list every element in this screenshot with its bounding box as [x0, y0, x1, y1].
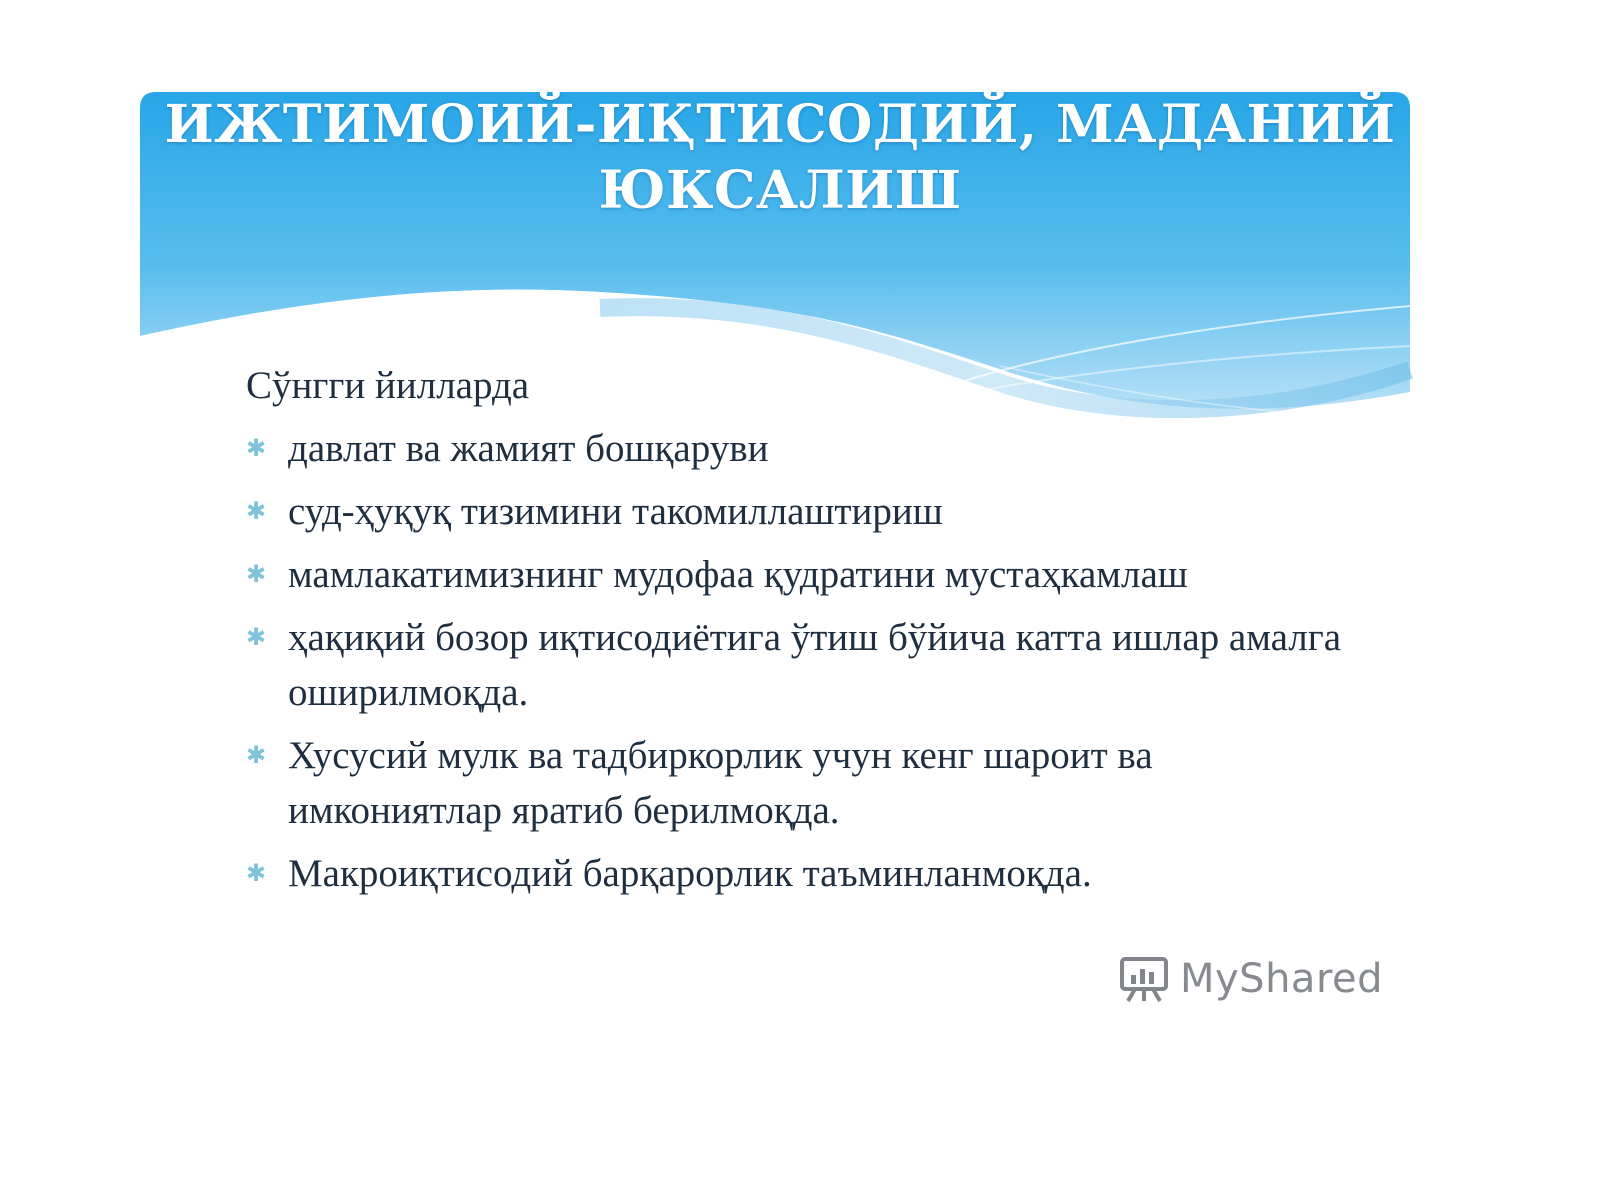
bullet-list	[246, 421, 1346, 901]
bullet-item	[246, 421, 1346, 476]
asterisk-bullet-icon: ✱	[246, 859, 267, 887]
bullet-text: мамлакатимизнинг мудофаа қудратини мустаҳкамлаш	[288, 553, 1188, 596]
asterisk-bullet-icon: ✱	[246, 560, 267, 588]
asterisk-bullet-icon: ✱	[246, 623, 267, 651]
asterisk-bullet-icon: ✱	[246, 497, 267, 525]
bullet-item	[246, 547, 1346, 602]
slide-title: ИЖТИМОИЙ-ИҚТИСОДИЙ, МАДАНИЙ ЮКСАЛИШ	[164, 94, 1396, 221]
bullet-text: суд-ҳуқуқ тизимини такомиллаштириш	[288, 490, 943, 533]
bullet-text: Хусусий мулк ва тадбиркорлик учун кенг шароит ва имкониятлар яратиб берилмоқда.	[288, 734, 1153, 832]
myshared-watermark	[1118, 955, 1383, 1003]
bullet-item	[246, 484, 1346, 539]
slide-content	[246, 358, 1346, 909]
watermark-text: MyShared	[1180, 956, 1384, 1002]
presentation-board-icon	[1118, 955, 1170, 1003]
bullet-text: ҳақиқий бозор иқтисодиётига ўтиш бўйича катта ишлар амалга оширилмоқда.	[288, 616, 1342, 714]
bullet-item	[246, 846, 1346, 901]
bullet-item	[246, 728, 1346, 838]
bullet-text: Макроиқтисодий барқарорлик таъминланмоқда.	[288, 852, 1092, 895]
bullet-text: давлат ва жамият бошқаруви	[288, 427, 769, 470]
intro-text: Сўнгги йилларда	[246, 364, 530, 407]
asterisk-bullet-icon: ✱	[246, 434, 267, 462]
asterisk-bullet-icon: ✱	[246, 741, 267, 769]
bullet-item	[246, 610, 1346, 720]
